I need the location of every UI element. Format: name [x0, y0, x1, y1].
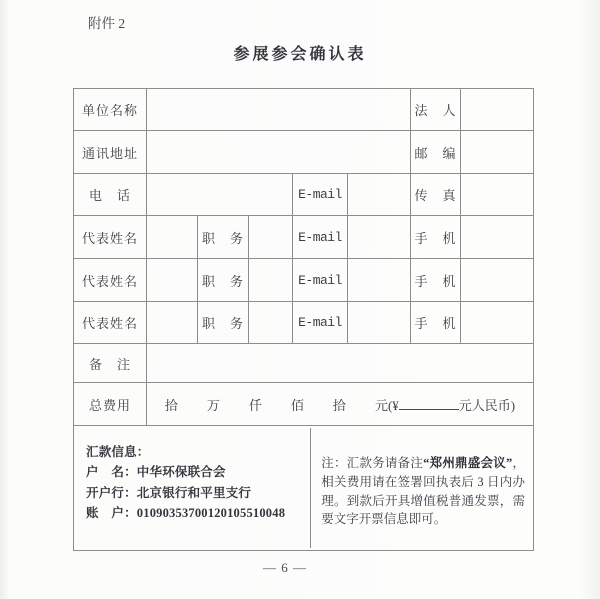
rep1-name-label: 代表姓名: [74, 216, 147, 259]
rep2-name-label: 代表姓名: [74, 259, 147, 302]
rep3-email-label: E-mail: [293, 302, 348, 344]
remittance-heading: 汇款信息：: [86, 445, 150, 459]
fee-scale-char: 佰: [290, 397, 304, 413]
rep3-email-field: [348, 302, 411, 344]
rep3-name-label: 代表姓名: [74, 302, 147, 344]
form-title: 参展参会确认表: [233, 46, 367, 63]
rep2-email-label: E-mail: [293, 259, 348, 302]
fee-scale-char: 万: [206, 397, 220, 413]
rep3-mobile-field: [461, 302, 534, 344]
note-prefix: 注：汇款务请备注: [321, 456, 424, 470]
rep2-title-field: [249, 259, 293, 302]
rep1-name-field: [147, 216, 198, 259]
address-label: 通讯地址: [74, 131, 147, 174]
fee-amount-blank: [399, 396, 459, 410]
rep1-title-field: [249, 216, 293, 259]
rep3-title-field: [249, 302, 293, 344]
total-fee-content: [147, 383, 534, 426]
fee-scale-char: 拾: [164, 397, 178, 413]
page-number: — 6 —: [263, 560, 307, 575]
total-fee-label: 总费用: [74, 383, 147, 426]
row-total-fee: [74, 383, 534, 426]
phone-field: [147, 174, 293, 216]
rep2-title-label: 职 务: [198, 259, 249, 302]
rep2-email-field: [348, 259, 411, 302]
row-address: [74, 131, 534, 174]
payment-note-text: [321, 454, 525, 529]
rep1-title-label: 职 务: [198, 216, 249, 259]
postal-code-field: [461, 131, 534, 174]
rep1-email-label: E-mail: [293, 216, 348, 259]
rep2-mobile-field: [461, 259, 534, 302]
confirmation-form-table: [73, 88, 534, 551]
unit-name-field: [147, 89, 411, 131]
fee-scale-char: 拾: [332, 397, 346, 413]
row-representative-2: [74, 259, 534, 302]
row-unit-name: [74, 89, 534, 131]
fee-currency-close: 元人民币): [458, 397, 516, 413]
fax-label: 传 真: [411, 174, 461, 216]
row-representative-1: [74, 216, 534, 259]
remittance-account-number: 账 户：01090353700120105510048: [86, 505, 286, 520]
legal-person-label: 法 人: [411, 89, 461, 131]
row-remittance: [74, 426, 534, 551]
rep3-name-field: [147, 302, 198, 344]
rep3-mobile-label: 手 机: [411, 302, 461, 344]
remark-field: [147, 344, 534, 383]
row-representative-3: [74, 302, 534, 344]
rep3-title-label: 职 务: [198, 302, 249, 344]
note-suffix: ，相关费用请在签署回执表后 3 日内办理。到款后开具增值税普通发票，需要文字开票信息即可。: [321, 456, 525, 527]
rep1-mobile-field: [461, 216, 534, 259]
address-field: [147, 131, 411, 174]
rep2-name-field: [147, 259, 198, 302]
postal-code-label: 邮 编: [411, 131, 461, 174]
rep1-email-field: [348, 216, 411, 259]
row-phone: [74, 174, 534, 216]
phone-label: 电 话: [74, 174, 147, 216]
fee-scale-char: 仟: [248, 397, 262, 413]
payment-note-cell: [311, 428, 531, 548]
attachment-label: 附件 2: [88, 16, 126, 31]
rep2-mobile-label: 手 机: [411, 259, 461, 302]
rep1-mobile-label: 手 机: [411, 216, 461, 259]
remittance-account-name: 户 名：中华环保联合会: [86, 465, 226, 480]
legal-person-field: [461, 89, 534, 131]
remark-label: 备 注: [74, 344, 147, 383]
remittance-info-cell: [76, 428, 311, 548]
phone-email-field: [348, 174, 411, 216]
note-highlight: “郑州鼎盛会议”: [423, 456, 513, 470]
unit-name-label: 单位名称: [74, 89, 147, 131]
remittance-bank: 开户行：北京银行和平里支行: [86, 485, 252, 500]
row-remark: [74, 344, 534, 383]
fax-field: [461, 174, 534, 216]
fee-currency-open: 元(¥: [374, 397, 399, 413]
phone-email-label: E-mail: [293, 174, 348, 216]
